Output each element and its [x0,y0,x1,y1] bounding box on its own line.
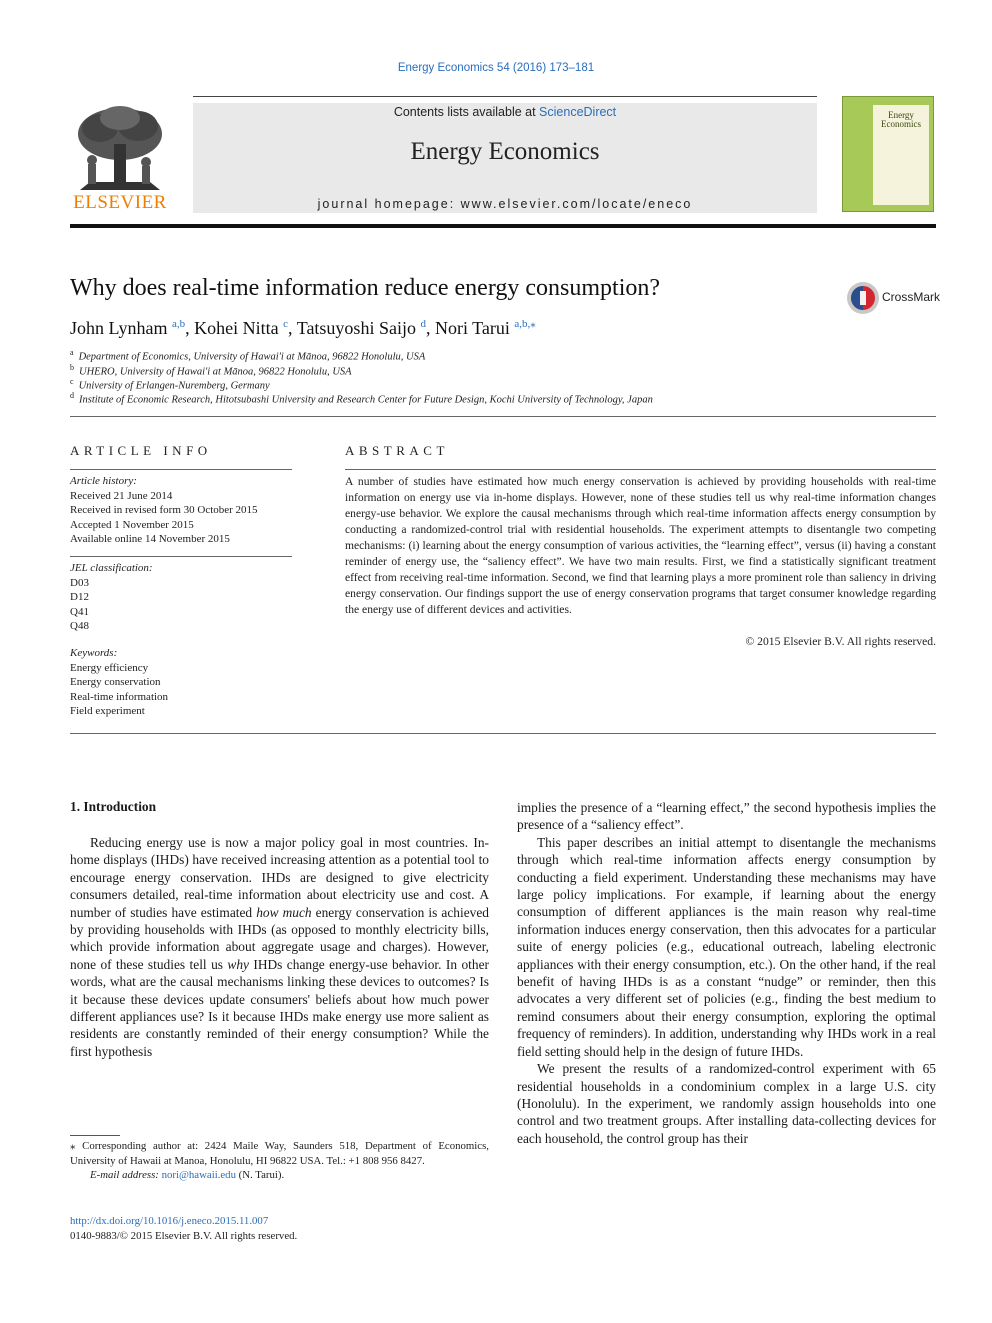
contents-line [193,105,817,119]
keywords-label: Keywords: [70,647,118,659]
affiliation-key: a [70,348,74,357]
affiliation [70,391,653,406]
jel-label: JEL classification: [70,562,153,574]
journal-cover-thumbnail[interactable] [842,96,934,212]
cover-title: Energy Economics [881,110,921,129]
affiliation [70,363,352,378]
body-emphasis: how much [256,904,312,920]
article-history [70,474,292,547]
author-affiliation-marker[interactable]: d [420,318,426,330]
article-info-heading: ARTICLE INFO [70,443,212,458]
affiliation [70,377,270,392]
header-top-rule [193,96,817,97]
affiliation-rule [70,416,936,417]
affiliation-key: b [70,363,74,372]
affiliation-text: Institute of Economic Research, Hitotsubashi University and Research Center for Future Design, Kochi University of Technology, Japan [79,394,653,406]
elsevier-tree-icon [70,104,170,192]
author-name[interactable]: Nori Tarui [434,318,510,338]
author-affiliation-marker[interactable]: a,b [172,318,186,330]
corresponding-author-note: ⁎ Corresponding author at: 2424 Maile Way, Saunders 518, Department of Economics, University of Hawaii at Manoa, Honolulu, HI 96822 USA. Tel.: +1 808 956 8427. [70,1140,489,1167]
author-name[interactable]: John Lynham [70,318,168,338]
crossmark-icon[interactable] [846,281,880,315]
jel-code: D03 [70,576,89,589]
author-name[interactable]: Tatsuyoshi Saijo [296,318,416,338]
author-name[interactable]: Kohei Nitta [194,318,279,338]
history-label: Article history: [70,475,137,487]
elsevier-wordmark: ELSEVIER [73,192,167,213]
sciencedirect-link[interactable]: ScienceDirect [539,105,617,119]
section-heading-introduction: 1. Introduction [70,799,157,814]
article-info-rule [70,556,292,557]
affiliation-text: Department of Economics, University of Hawai'i at Mānoa, 96822 Honolulu, USA [78,351,426,363]
abstract-heading: ABSTRACT [345,443,449,458]
footnote [70,1139,489,1183]
affiliation-key: c [70,377,74,386]
author-list [70,317,536,339]
body-paragraph [70,834,489,1060]
author-separator: , [425,318,435,338]
crossmark-label[interactable]: CrossMark [882,290,941,304]
doi-link[interactable]: http://dx.doi.org/10.1016/j.eneco.2015.11.007 [70,1215,269,1227]
body-text: Reducing energy use is now a major policy goal in most countries. In-home displays (IHDs) have received increasing attention as a potential tool to encourage energy conservation. IHDs are designed to give electricity consumers detailed, real-time information about electricity use and cost. A number of studies have estimated [70,835,489,920]
history-item: Available online 14 November 2015 [70,533,230,545]
keyword: Energy efficiency [70,661,149,674]
abstract-text: A number of studies have estimated how much energy conservation is achieved by providing households with real-time information on energy use via in-home displays. However, none of these studies tell us why real-time information changes energy-use behavior. We explore the causal mechanisms through which real-time information affects energy consumption by conducting a randomized-control trial with residential households. The experiment attempts to disentangle two competing mechanisms: (i) learning about the energy consumption of various activities, the “learning effect”, versus (ii) having a constant reminder of energy use, the “saliency effect”. We have two main results. First, we find a statistically significant treatment effect from receiving real-time information. Second, we find that learning plays a more prominent role than saliency in driving energy conservation. Our findings support the use of energy conservation programs that target consumer knowledge regarding the energy use of different devices and activities. [345,475,936,616]
history-item: Received 21 June 2014 [70,489,173,502]
journal-homepage[interactable]: journal homepage: www.elsevier.com/locate/eneco [317,197,693,211]
affiliation-key: d [70,391,74,400]
body-paragraph: This paper describes an initial attempt to disentangle the mechanisms through which real-time information affects energy consumption by conducting a field experiment. Understanding these mechanisms may have large policy implications. For example, if learning about the energy consumption of different appliances is the main reason why real-time information induces energy conservation, then this advocates for a particular suite of energy policies (e.g., educational outreach, labeling electronic appliances with their energy consumption, etc.). On the other hand, if the real benefit of having IHDs is as a constant “nudge” or reminder, then this advocates a very different set of policies (e.g., finding the best medium to remind consumers about their energy consumption, exploring the optimal frequency of reminders). In addition, understanding why IHDs work in a real field setting should help in the design of future IHDs. [517,834,936,1059]
abstract-rule [345,469,936,470]
body-paragraph: implies the presence of a “learning effect,” the second hypothesis implies the presence of a “saliency effect”. [517,800,936,833]
cover-page [873,105,929,205]
body-text: energy conservation is achieved by providing households with IHDs (as opposed to monthly electricity bills, which provide information about aggregate usage and charges). However, none of these studies tell us [70,904,489,972]
body-paragraph: We present the results of a randomized-control experiment with 65 residential households in a condominium complex in a large U.S. city (Honolulu). In the experiment, we randomly assign households into one control and two treatment groups. After installing data-collecting devices for each household, the control group has their [517,1061,936,1146]
contents-prefix: Contents lists available at [393,105,540,119]
affiliation-text: UHERO, University of Hawai'i at Mānoa, 96822 Honolulu, USA [79,366,352,378]
keyword: Energy conservation [70,676,161,688]
email-label: E-mail address: [90,1169,162,1181]
abstract-copyright: © 2015 Elsevier B.V. All rights reserved. [745,635,936,648]
history-item: Received in revised form 30 October 2015 [70,504,258,516]
jel-code: D12 [70,591,89,603]
body-emphasis: why [227,956,249,972]
keyword: Field experiment [70,705,145,717]
keyword: Real-time information [70,690,169,703]
issn-copyright: 0140-9883/© 2015 Elsevier B.V. All rights reserved. [70,1230,298,1242]
author-affiliation-marker[interactable]: a,b,⁎ [514,318,536,330]
journal-citation[interactable]: Energy Economics 54 (2016) 173–181 [397,62,595,74]
jel-code: Q41 [70,605,89,618]
journal-name: Energy Economics [410,138,600,165]
email-link[interactable]: nori@hawaii.edu [161,1169,236,1181]
keywords [70,646,292,719]
body-text: IHDs change energy-use behavior. In other words, what are the causal mechanisms linking these devices to outcomes? Is it because these devices update consumers' beliefs about how much power different appliances use? Is it because IHDs make energy use more salient as residents are constantly reminded of their energy consumption? While the first hypothesis [70,956,489,1059]
author-affiliation-marker[interactable]: c [283,318,289,330]
body-column-right [517,799,936,1147]
article-info-rule [70,469,292,470]
author-separator: , [288,318,297,338]
article-title: Why does real-time information reduce energy consumption? [70,275,661,301]
affiliation-text: University of Erlangen-Nuremberg, Germany [78,380,270,392]
body-column-left [70,834,489,1060]
jel-code: Q48 [70,620,89,632]
email-line [70,1168,489,1183]
front-matter-rule [70,733,936,734]
header-bottom-rule [70,224,936,228]
history-item: Accepted 1 November 2015 [70,518,194,531]
author-separator: , [185,318,195,338]
email-suffix: (N. Tarui). [235,1169,285,1181]
doi-block [70,1214,297,1244]
footnote-rule [70,1135,120,1136]
jel-classification [70,561,292,634]
affiliation [70,348,425,363]
